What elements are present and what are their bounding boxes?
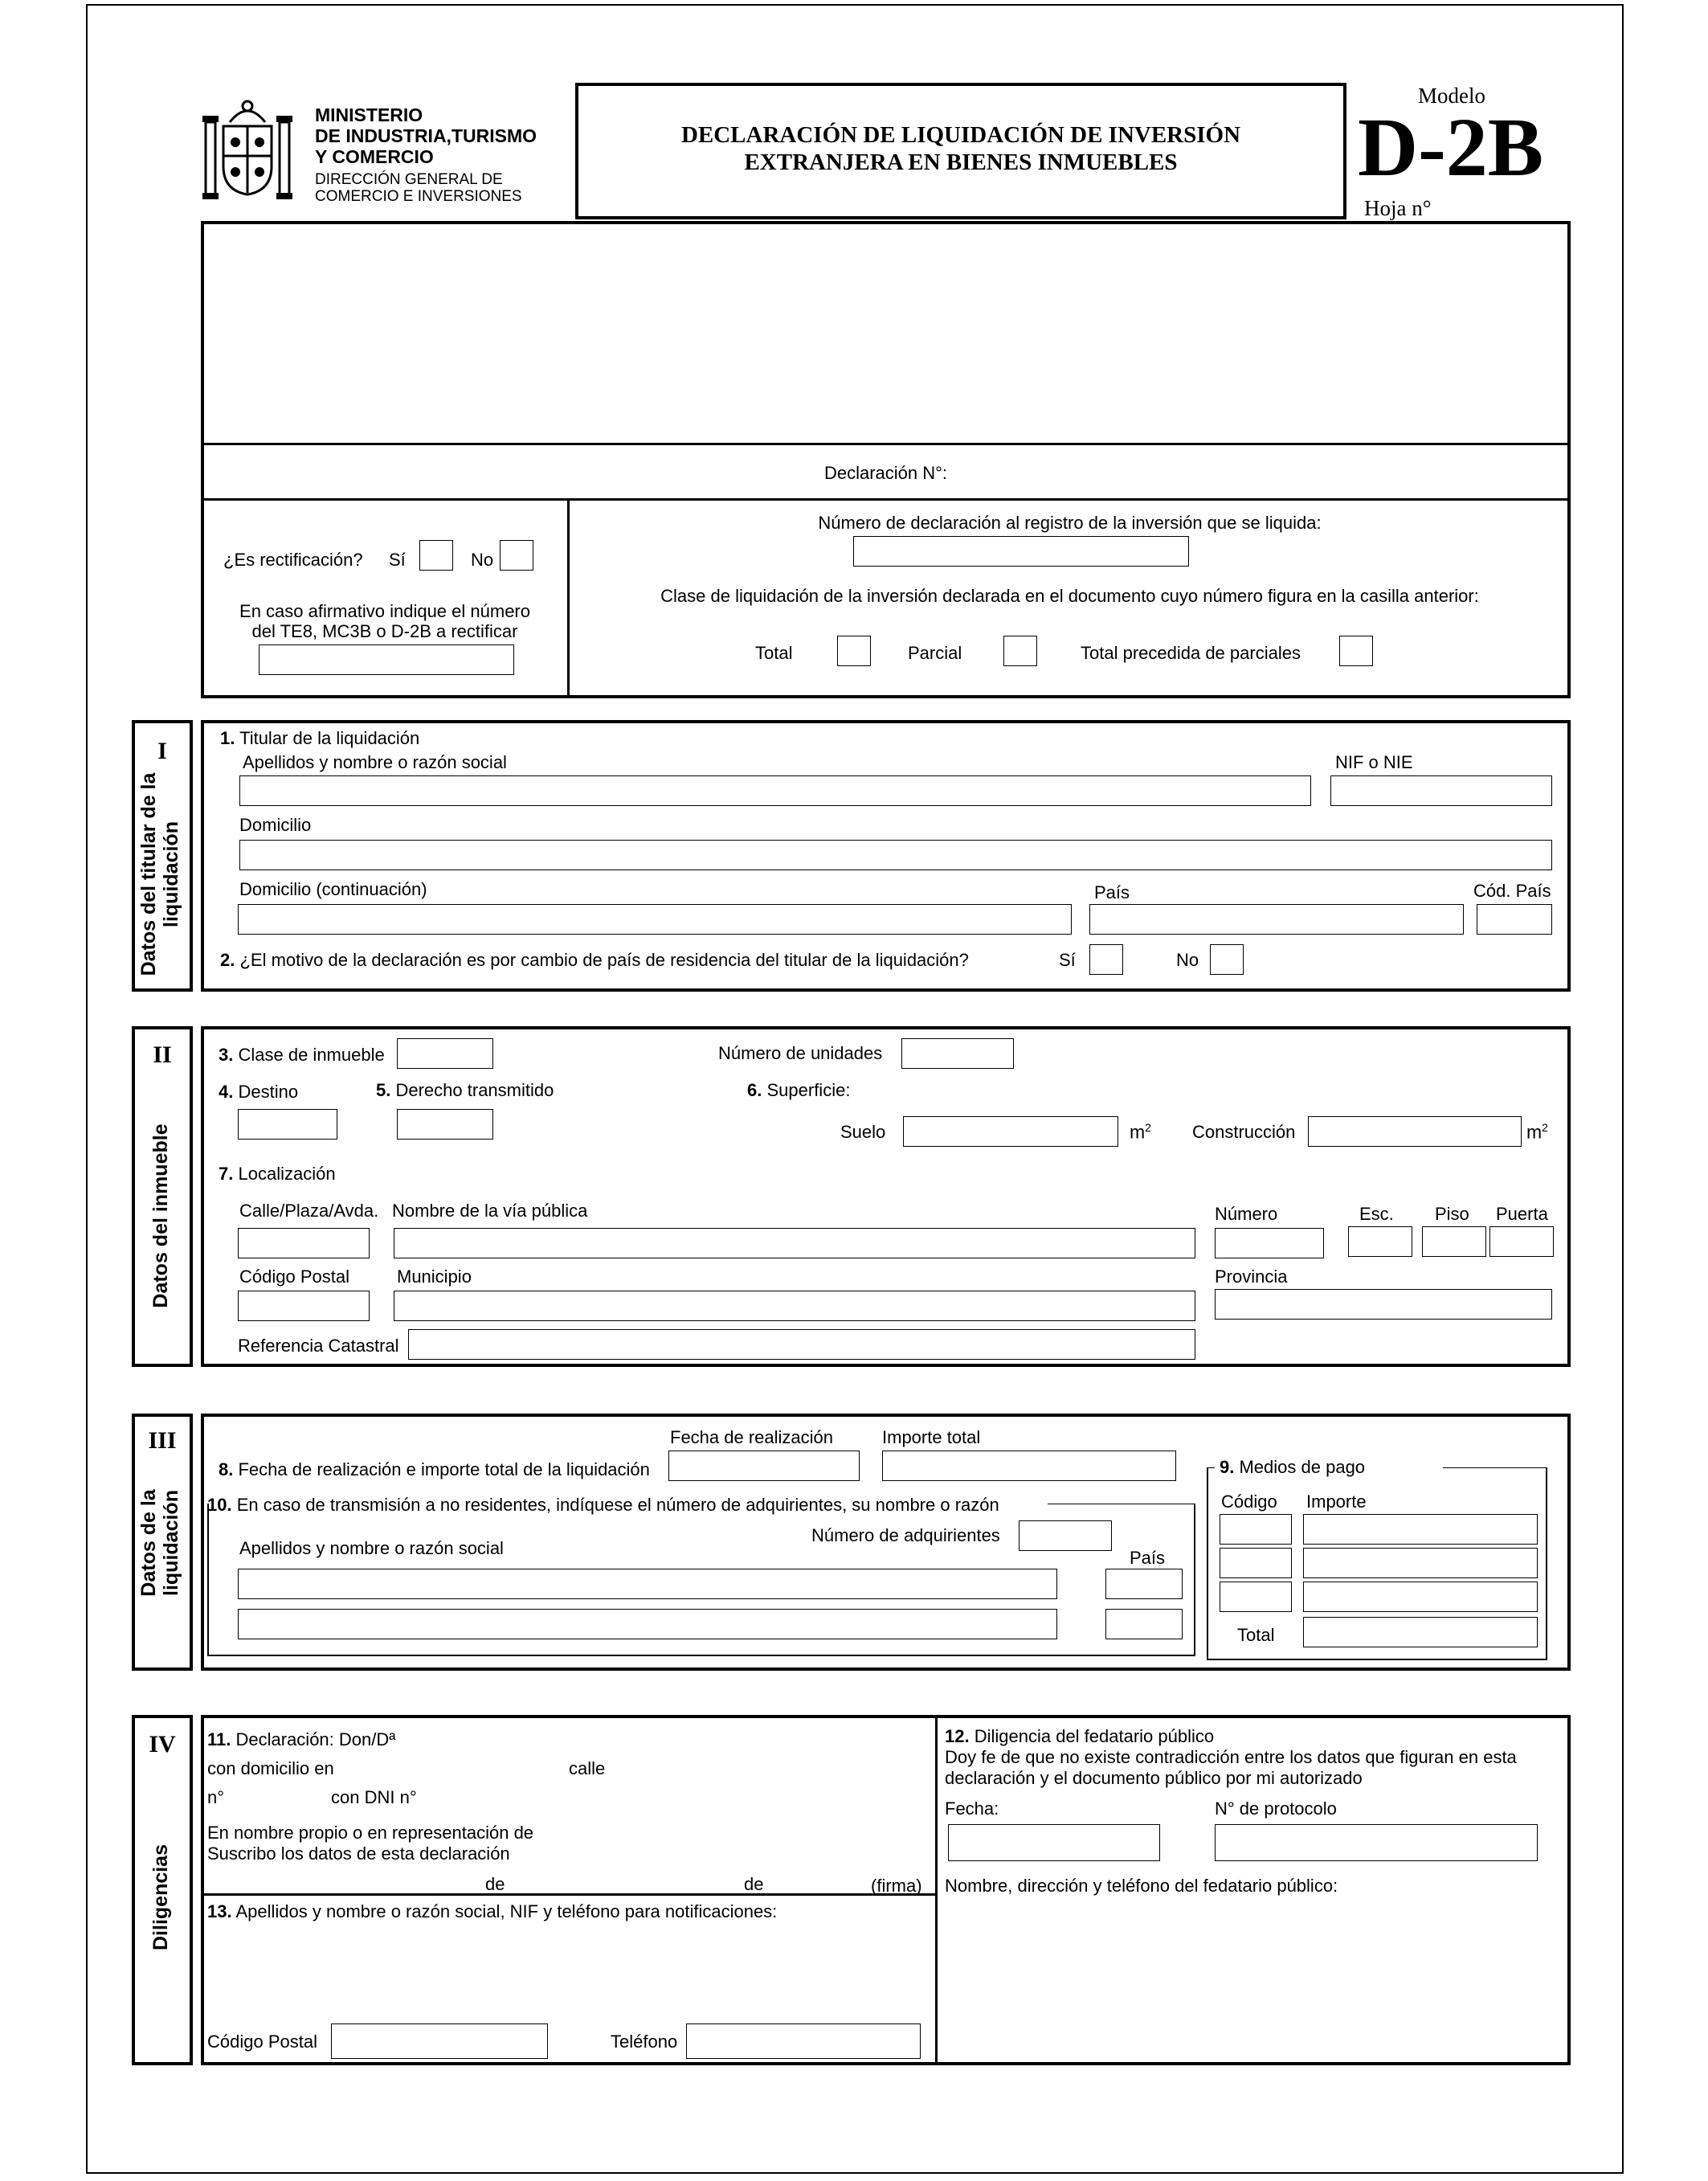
adq-pais-label: País bbox=[1130, 1548, 1166, 1568]
derecho-input[interactable] bbox=[397, 1109, 493, 1140]
ministry-line-2: DE INDUSTRIA,TURISMO bbox=[315, 125, 537, 146]
divider bbox=[935, 1717, 938, 2064]
field-8-label: Fecha de realización e importe total de la liquidación bbox=[238, 1459, 650, 1479]
field-10-label: En caso de transmisión a no residentes, indíquese el número de adquirientes, su nombre o razón bbox=[236, 1495, 999, 1515]
n-label: n° bbox=[207, 1787, 225, 1807]
via-label: Nombre de la vía pública bbox=[392, 1201, 588, 1221]
dni-label: con DNI n° bbox=[331, 1787, 417, 1807]
pago-total-input[interactable] bbox=[1303, 1617, 1538, 1647]
coat-of-arms-icon bbox=[199, 98, 296, 203]
piso-label: Piso bbox=[1435, 1204, 1469, 1224]
field-2-number: 2. bbox=[220, 950, 235, 970]
pago-importe-input-1[interactable] bbox=[1303, 1514, 1538, 1545]
suelo-label: Suelo bbox=[840, 1122, 886, 1142]
field-8-number: 8. bbox=[219, 1459, 234, 1479]
codigo-label: Código bbox=[1221, 1492, 1277, 1512]
pais-label: País bbox=[1094, 882, 1130, 902]
adq-apellidos-input-1[interactable] bbox=[238, 1569, 1057, 1599]
section-3-roman: III bbox=[148, 1427, 177, 1454]
cod-pais-input[interactable] bbox=[1477, 904, 1552, 935]
pais-input[interactable] bbox=[1089, 904, 1464, 935]
construccion-label: Construcción bbox=[1192, 1122, 1296, 1142]
field-11-label: Declaración: Don/Dª bbox=[235, 1729, 396, 1749]
section-2-side-label: Datos del inmueble bbox=[149, 1123, 172, 1308]
num-registro-label: Número de declaración al registro de la inversión que se liquida: bbox=[818, 513, 1322, 533]
num-unidades-label: Número de unidades bbox=[718, 1043, 883, 1063]
suscribo-label: Suscribo los datos de esta declaración bbox=[207, 1843, 510, 1864]
cambio-no-label: No bbox=[1176, 950, 1199, 970]
suelo-input[interactable] bbox=[903, 1116, 1118, 1147]
field-5-number: 5. bbox=[376, 1080, 391, 1100]
cp-label: Código Postal bbox=[239, 1266, 349, 1287]
section-2-roman: II bbox=[153, 1041, 172, 1068]
field-12-label: Diligencia del fedatario público bbox=[974, 1726, 1215, 1746]
pago-codigo-input-3[interactable] bbox=[1220, 1582, 1292, 1612]
nombre-propio-label: En nombre propio o en representación de bbox=[207, 1823, 534, 1843]
adq-apellidos-input-2[interactable] bbox=[238, 1609, 1057, 1639]
notif-telefono-input[interactable] bbox=[686, 2023, 921, 2059]
clase-inmueble-input[interactable] bbox=[397, 1038, 493, 1069]
protocolo-label: N° de protocolo bbox=[1215, 1798, 1337, 1819]
catastral-label: Referencia Catastral bbox=[238, 1336, 399, 1356]
total-label: Total bbox=[755, 643, 793, 663]
cambio-si-label: Sí bbox=[1059, 950, 1076, 970]
parcial-checkbox[interactable] bbox=[1003, 636, 1037, 666]
clase-liquidacion-label: Clase de liquidación de la inversión declarada en el documento cuyo número figura en la casilla anterior: bbox=[660, 586, 1479, 606]
cambio-si-checkbox[interactable] bbox=[1089, 944, 1123, 975]
section-1-roman: I bbox=[157, 738, 167, 764]
puerta-input[interactable] bbox=[1489, 1226, 1554, 1257]
title-line-1: DECLARACIÓN DE LIQUIDACIÓN DE INVERSIÓN bbox=[680, 122, 1241, 148]
con-domicilio-label: con domicilio en bbox=[207, 1758, 334, 1778]
provincia-input[interactable] bbox=[1215, 1289, 1552, 1320]
field-9-label: Medios de pago bbox=[1239, 1457, 1366, 1477]
field-2-question: ¿El motivo de la declaración es por cambio de país de residencia del titular de la liquidación? bbox=[239, 950, 969, 970]
hoja-label: Hoja n° bbox=[1364, 196, 1432, 220]
total-parciales-checkbox[interactable] bbox=[1339, 636, 1373, 666]
field-9-number: 9. bbox=[1220, 1457, 1235, 1477]
divider bbox=[202, 1893, 935, 1896]
nombre-fedatario-label: Nombre, dirección y teléfono del fedatario público: bbox=[945, 1876, 1338, 1896]
ministry-line-1: MINISTERIO bbox=[315, 104, 423, 125]
fedatario-fecha-input[interactable] bbox=[948, 1824, 1160, 1861]
numero-input[interactable] bbox=[1215, 1228, 1324, 1258]
importe-total-input[interactable] bbox=[882, 1451, 1176, 1481]
catastral-input[interactable] bbox=[408, 1329, 1195, 1360]
field-4-number: 4. bbox=[219, 1082, 234, 1102]
via-input[interactable] bbox=[394, 1228, 1195, 1258]
pago-total-label: Total bbox=[1237, 1625, 1275, 1645]
num-unidades-input[interactable] bbox=[901, 1038, 1014, 1069]
construccion-unit: $m^2$ bbox=[1526, 1121, 1548, 1143]
field-4-label: Destino bbox=[238, 1082, 299, 1102]
firma-label: (firma) bbox=[871, 1876, 922, 1896]
domicilio-cont-label: Domicilio (continuación) bbox=[239, 879, 427, 899]
cod-pais-label: Cód. País bbox=[1473, 881, 1551, 901]
section-1-side-label: Datos del titular de la liquidación bbox=[137, 772, 182, 976]
destino-input[interactable] bbox=[238, 1109, 337, 1140]
date-de-2: de bbox=[744, 1874, 764, 1894]
notif-cp-input[interactable] bbox=[331, 2023, 548, 2059]
domicilio-input[interactable] bbox=[239, 840, 1552, 870]
domicilio-cont-input[interactable] bbox=[238, 904, 1072, 935]
pago-importe-input-2[interactable] bbox=[1303, 1548, 1538, 1578]
provincia-label: Provincia bbox=[1215, 1266, 1288, 1287]
calle-input[interactable] bbox=[238, 1228, 370, 1258]
field-3-number: 3. bbox=[219, 1045, 234, 1065]
calle-label: Calle/Plaza/Avda. bbox=[239, 1201, 379, 1221]
rectificacion-question: ¿Es rectificación? bbox=[223, 550, 363, 570]
field-7-number: 7. bbox=[219, 1164, 234, 1184]
directorate-line-1: DIRECCIÓN GENERAL DE bbox=[315, 171, 503, 188]
rectificacion-no-label: No bbox=[471, 550, 494, 570]
afirmativo-line-1: En caso afirmativo indique el número bbox=[239, 601, 530, 621]
field-11-number: 11. bbox=[207, 1729, 231, 1749]
pago-importe-input-3[interactable] bbox=[1303, 1582, 1538, 1612]
importe-total-label: Importe total bbox=[882, 1427, 981, 1447]
ministry-line-3: Y COMERCIO bbox=[315, 146, 434, 167]
adq-pais-input-1[interactable] bbox=[1105, 1569, 1183, 1599]
notif-cp-label: Código Postal bbox=[207, 2032, 317, 2052]
cp-input[interactable] bbox=[238, 1291, 370, 1321]
num-adquirientes-label: Número de adquirientes bbox=[811, 1525, 1000, 1545]
piso-input[interactable] bbox=[1422, 1226, 1486, 1257]
fecha-realizacion-label: Fecha de realización bbox=[670, 1427, 834, 1447]
section-4-side-label: Diligencias bbox=[149, 1844, 172, 1950]
apellidos-input[interactable] bbox=[239, 775, 1311, 806]
esc-input[interactable] bbox=[1348, 1226, 1412, 1257]
divider bbox=[202, 498, 1569, 501]
parcial-label: Parcial bbox=[908, 643, 962, 663]
field-1-title: Titular de la liquidación bbox=[239, 728, 420, 748]
puerta-label: Puerta bbox=[1496, 1204, 1548, 1224]
rectificacion-si-label: Sí bbox=[389, 550, 406, 570]
municipio-label: Municipio bbox=[397, 1266, 472, 1287]
field-13-number: 13. bbox=[207, 1901, 232, 1921]
rectificar-number-input[interactable] bbox=[259, 644, 514, 675]
field-5-label: Derecho transmitido bbox=[395, 1080, 554, 1100]
importe-label: Importe bbox=[1306, 1492, 1367, 1512]
pago-codigo-input-2[interactable] bbox=[1220, 1548, 1292, 1578]
rectificacion-si-checkbox[interactable] bbox=[419, 540, 453, 571]
field-6-number: 6. bbox=[747, 1080, 762, 1100]
field-7-label: Localización bbox=[238, 1164, 336, 1184]
adq-pais-input-2[interactable] bbox=[1105, 1609, 1183, 1639]
field-12-number: 12. bbox=[945, 1726, 970, 1746]
modelo-label: Modelo bbox=[1418, 84, 1485, 108]
nif-input[interactable] bbox=[1330, 775, 1552, 806]
suelo-unit: $m^2$ bbox=[1130, 1121, 1151, 1143]
fecha-realizacion-input[interactable] bbox=[668, 1451, 860, 1481]
numero-label: Número bbox=[1215, 1204, 1278, 1224]
rectificacion-no-checkbox[interactable] bbox=[500, 540, 533, 571]
field-3-label: Clase de inmueble bbox=[238, 1045, 385, 1065]
construccion-input[interactable] bbox=[1308, 1116, 1522, 1147]
afirmativo-line-2: del TE8, MC3B o D-2B a rectificar bbox=[251, 621, 518, 641]
total-parciales-label: Total precedida de parciales bbox=[1081, 643, 1301, 663]
nif-label: NIF o NIE bbox=[1335, 752, 1413, 772]
total-checkbox[interactable] bbox=[837, 636, 871, 666]
section-3-side-label: Datos de la liquidación bbox=[137, 1489, 182, 1597]
fecha-label: Fecha: bbox=[945, 1798, 999, 1819]
num-registro-input[interactable] bbox=[853, 536, 1189, 567]
domicilio-label: Domicilio bbox=[239, 815, 312, 835]
esc-label: Esc. bbox=[1359, 1204, 1394, 1224]
directorate-line-2: COMERCIO E INVERSIONES bbox=[315, 188, 522, 205]
apellidos-label: Apellidos y nombre o razón social bbox=[243, 752, 507, 772]
modelo-code: D-2B bbox=[1358, 101, 1544, 194]
date-de-1: de bbox=[485, 1874, 505, 1894]
field-1-number: 1. bbox=[220, 728, 235, 748]
notif-telefono-label: Teléfono bbox=[611, 2032, 678, 2052]
doy-fe-line-1: Doy fe de que no existe contradicción entre los datos que figuran en esta bbox=[945, 1747, 1517, 1767]
declaracion-number-label: Declaración N°: bbox=[823, 463, 948, 483]
doy-fe-line-2: declaración y el documento público por mi autorizado bbox=[945, 1768, 1363, 1788]
field-6-label: Superficie: bbox=[766, 1080, 851, 1100]
section-4-roman: IV bbox=[149, 1731, 176, 1757]
num-adquirientes-input[interactable] bbox=[1019, 1520, 1112, 1551]
divider bbox=[202, 443, 1569, 445]
calle-decl-label: calle bbox=[569, 1758, 606, 1778]
field-13-label: Apellidos y nombre o razón social, NIF y teléfono para notificaciones: bbox=[235, 1901, 778, 1921]
pago-codigo-input-1[interactable] bbox=[1220, 1514, 1292, 1545]
municipio-input[interactable] bbox=[394, 1291, 1195, 1321]
title-line-2: EXTRANJERA EN BIENES INMUEBLES bbox=[744, 149, 1178, 175]
protocolo-input[interactable] bbox=[1215, 1824, 1538, 1861]
cambio-no-checkbox[interactable] bbox=[1210, 944, 1244, 975]
field-10-number: 10. bbox=[207, 1495, 232, 1515]
adq-apellidos-label: Apellidos y nombre o razón social bbox=[239, 1538, 504, 1558]
